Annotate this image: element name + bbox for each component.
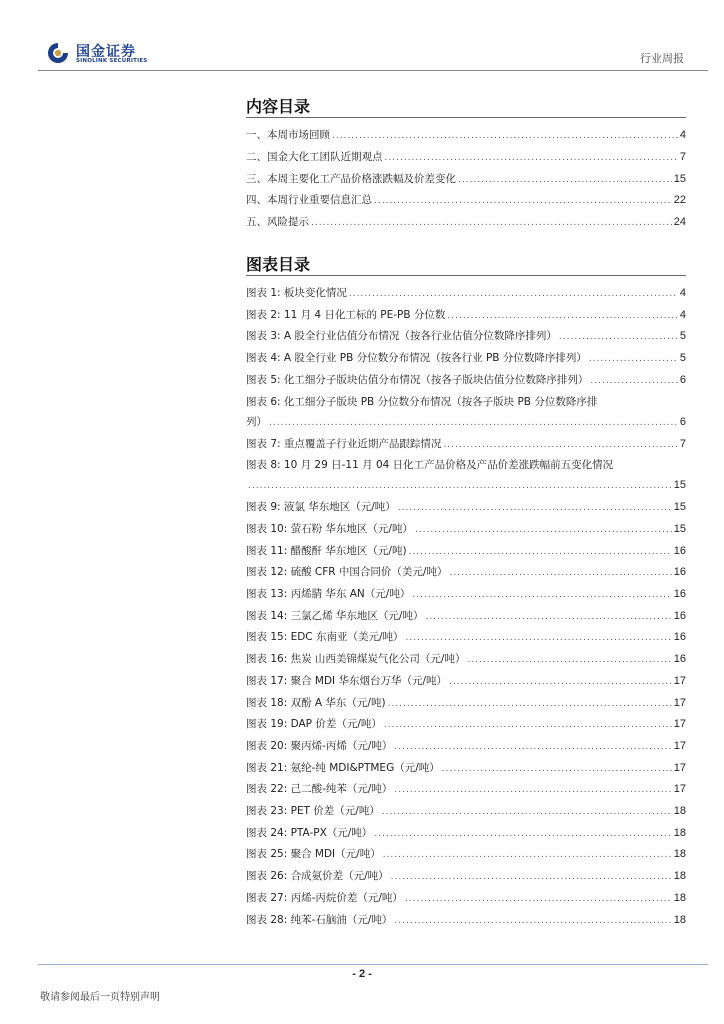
toc-entry-label: 二、国金大化工团队近期观点 [246, 151, 383, 163]
toc-entry-label: 四、本周行业重要信息汇总 [246, 194, 372, 206]
toc-entry-label: 图表 11: 醋酸酐 华东地区（元/吨) [246, 544, 407, 557]
figures-title-rule [246, 275, 686, 276]
toc-page-number: 18 [673, 913, 686, 926]
toc-entry-label: 图表 4: A 股全行业 PB 分位数分布情况（按各行业 PB 分位数降序排列） [246, 352, 587, 365]
figure-entry[interactable] [246, 780, 686, 796]
contents-title-rule [246, 117, 686, 118]
toc-entry-label: 图表 14: 三氯乙烯 华东地区（元/吨） [246, 609, 424, 622]
figure-entry[interactable] [246, 802, 686, 818]
header-divider [38, 70, 708, 71]
toc-leader-dots [559, 331, 678, 343]
figure-entry[interactable] [246, 327, 686, 343]
figure-entry-wrapped-label[interactable]: 图表 6: 化工细分子版块 PB 分位数分布情况（按各子版块 PB 分位数降序排 [246, 395, 598, 408]
toc-page-number: 4 [679, 308, 686, 321]
toc-page-number: 18 [673, 805, 686, 817]
footer-disclaimer: 敬请参阅最后一页特别声明 [40, 992, 160, 1003]
toc-leader-dots [248, 480, 672, 492]
figure-entry-wrapped-label[interactable]: 图表 8: 10 月 29 日-11 月 04 日化工产品价格及产品价差涨跌幅前五变化情况 [246, 459, 614, 472]
toc-leader-dots [382, 806, 672, 818]
toc-entry-label: 图表 21: 氨纶-纯 MDI&PTMEG（元/吨） [246, 761, 440, 774]
toc-leader-dots [374, 828, 671, 840]
footer-divider [38, 964, 708, 965]
toc-leader-dots [388, 698, 672, 710]
toc-leader-dots [311, 217, 672, 229]
toc-page-number: 15 [673, 479, 686, 492]
figure-entry[interactable] [246, 607, 686, 623]
toc-entry-label: 图表 7: 重点覆盖子行业近期产品跟踪情况 [246, 437, 442, 450]
toc-leader-dots [415, 524, 672, 536]
toc-leader-dots [332, 130, 678, 142]
toc-page-number: 16 [673, 609, 686, 622]
toc-entry-label: 图表 13: 丙烯腈 华东 AN（元/吨） [246, 588, 411, 600]
toc-entry-label: 图表 5: 化工细分子版块估值分布情况（按各子版块估值分位数降序排列） [246, 373, 589, 386]
toc-page-number: 16 [673, 566, 686, 579]
toc-entry-label: 图表 16: 焦炭 山西美锦煤炭气化公司（元/吨） [246, 653, 466, 666]
sinolink-logo-icon [46, 42, 70, 64]
toc-page-number: 15 [673, 501, 686, 514]
toc-leader-dots [394, 741, 671, 753]
toc-page-number: 7 [679, 437, 686, 450]
toc-leader-dots [374, 195, 672, 207]
toc-leader-dots [394, 784, 671, 796]
figure-entry[interactable] [246, 867, 686, 883]
figure-entry[interactable] [246, 542, 686, 558]
toc-leader-dots [406, 632, 672, 644]
figure-entry[interactable] [246, 824, 686, 840]
report-type-label: 行业周报 [640, 52, 684, 65]
figure-entry[interactable] [246, 306, 686, 322]
toc-entry-label: 图表 26: 合成氨价差（元/吨） [246, 870, 389, 883]
toc-page-number: 15 [673, 522, 686, 535]
toc-page-number: 16 [673, 631, 686, 644]
company-logo [46, 40, 176, 68]
contents-entry[interactable] [246, 213, 686, 229]
toc-page-number: 6 [679, 415, 686, 428]
toc-page-number: 15 [673, 173, 686, 185]
toc-page-number: 18 [673, 891, 686, 904]
toc-page-number: 17 [673, 783, 686, 796]
toc-leader-dots [443, 439, 677, 451]
toc-entry-label: 图表 12: 硫酸 CFR 中国合同价（美元/吨） [246, 566, 448, 579]
toc-leader-dots [589, 353, 678, 365]
toc-page-number: 16 [673, 544, 686, 557]
figure-entry[interactable] [246, 889, 686, 905]
toc-entry-label: 图表 2: 11 月 4 日化工标的 PE-PB 分位数 [246, 308, 446, 321]
page-header [0, 0, 724, 70]
toc-leader-dots [467, 654, 671, 666]
toc-entry-label: 图表 3: A 股全行业估值分布情况（按各行业估值分位数降序排列） [246, 330, 557, 343]
figures-title: 图表目录 [246, 255, 311, 274]
figure-entry[interactable] [246, 435, 686, 451]
figure-entry[interactable] [246, 628, 686, 644]
toc-entry-label: 图表 23: PET 价差（元/吨） [246, 805, 380, 817]
toc-page-number: 22 [673, 194, 686, 206]
toc-leader-dots [442, 763, 672, 775]
figure-entry[interactable] [246, 476, 686, 492]
toc-page-number: 18 [673, 848, 686, 861]
toc-leader-dots [449, 676, 672, 688]
figure-entry[interactable] [246, 520, 686, 536]
toc-entry-label: 图表 10: 萤石粉 华东地区（元/吨） [246, 522, 413, 535]
contents-title: 内容目录 [246, 97, 311, 116]
toc-leader-dots [447, 310, 677, 322]
toc-page-number: 4 [679, 129, 686, 141]
figure-entry[interactable] [246, 845, 686, 861]
toc-leader-dots [409, 546, 672, 558]
toc-leader-dots [590, 375, 677, 387]
toc-entry-label: 图表 1: 板块变化情况 [246, 287, 347, 299]
figure-entry[interactable] [246, 563, 686, 579]
figure-entry[interactable] [246, 911, 686, 927]
contents-entry[interactable] [246, 170, 686, 186]
toc-page-number: 16 [673, 653, 686, 666]
figure-entry[interactable] [246, 498, 686, 514]
toc-leader-dots [349, 288, 678, 300]
figure-entry[interactable] [246, 371, 686, 387]
page-number: - 2 - [352, 968, 372, 980]
figure-entry[interactable] [246, 650, 686, 666]
toc-page-number: 17 [673, 696, 686, 709]
toc-page-number: 5 [679, 352, 686, 365]
toc-leader-dots [449, 567, 671, 579]
toc-entry-label: 图表 17: 聚合 MDI 华东烟台万华（元/吨） [246, 674, 448, 687]
toc-leader-dots [412, 589, 671, 601]
toc-leader-dots [384, 719, 672, 731]
logo-english-name: SINOLINK SECURITIES [76, 58, 148, 64]
contents-entry[interactable] [246, 191, 686, 207]
toc-page-number: 16 [673, 588, 686, 600]
contents-entry[interactable] [246, 148, 686, 164]
toc-entry-label: 三、本周主要化工产品价格涨跌幅及价差变化 [246, 173, 456, 185]
toc-entry-label: 图表 15: EDC 东南亚（美元/吨） [246, 631, 404, 644]
figure-entry[interactable] [246, 672, 686, 688]
toc-page-number: 17 [673, 718, 686, 731]
toc-entry-label: 列） [246, 415, 267, 428]
toc-page-number: 17 [673, 761, 686, 774]
figure-entry[interactable] [246, 349, 686, 365]
figure-entry[interactable] [246, 284, 686, 300]
toc-leader-dots [458, 174, 672, 186]
toc-page-number: 6 [679, 373, 686, 386]
toc-entry-label: 图表 9: 液氯 华东地区（元/吨） [246, 501, 396, 514]
toc-entry-label: 图表 27: 丙烯-丙烷价差（元/吨） [246, 891, 403, 904]
toc-page-number: 4 [679, 287, 686, 299]
toc-page-number: 18 [673, 870, 686, 883]
toc-leader-dots [385, 152, 678, 164]
toc-page-number: 24 [673, 216, 686, 228]
logo-chinese-name: 国金证券 [76, 44, 136, 60]
toc-entry-label: 图表 22: 己二酸-纯苯（元/吨） [246, 783, 393, 796]
toc-entry-label: 一、本周市场回顾 [246, 129, 330, 141]
toc-entry-label: 图表 28: 纯苯-石脑油（元/吨） [246, 913, 393, 926]
toc-entry-label: 图表 20: 聚丙烯-丙烯（元/吨） [246, 739, 393, 752]
figure-entry[interactable] [246, 715, 686, 731]
toc-page-number: 7 [679, 151, 686, 163]
figure-entry[interactable] [246, 413, 686, 429]
toc-entry-label: 图表 25: 聚合 MDI（元/吨） [246, 848, 381, 861]
toc-page-number: 18 [673, 826, 686, 839]
figure-entry[interactable] [246, 737, 686, 753]
toc-leader-dots [394, 915, 671, 927]
toc-entry-label: 图表 18: 双酚 A 华东（元/吨) [246, 696, 386, 709]
toc-leader-dots [425, 611, 671, 623]
figure-entry[interactable] [246, 694, 686, 710]
toc-leader-dots [405, 893, 672, 905]
contents-entry[interactable] [246, 126, 686, 142]
toc-entry-label: 图表 19: DAP 价差（元/吨） [246, 718, 382, 731]
toc-leader-dots [269, 417, 678, 429]
figure-entry[interactable] [246, 585, 686, 601]
figure-entry[interactable] [246, 759, 686, 775]
toc-page-number: 17 [673, 739, 686, 752]
toc-page-number: 17 [673, 674, 686, 687]
toc-leader-dots [383, 849, 672, 861]
toc-entry-label: 五、风险提示 [246, 216, 309, 228]
toc-page-number: 5 [679, 330, 686, 343]
toc-leader-dots [391, 871, 672, 883]
toc-leader-dots [398, 502, 672, 514]
toc-entry-label: 图表 24: PTA-PX（元/吨） [246, 826, 373, 839]
